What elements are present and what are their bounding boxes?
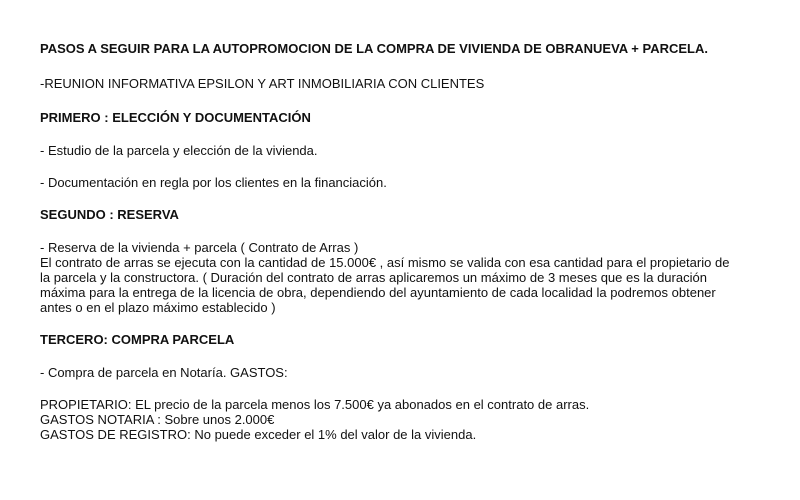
paragraph-line: El contrato de arras se ejecuta con la cantidad de 15.000€ , así mismo se valida con esa cantidad para el propietario de <box>40 255 730 270</box>
paragraph-line: la parcela y la constructora. ( Duración del contrato de arras aplicaremos un máximo de 3 meses que es la duración <box>40 270 707 285</box>
list-item: - Reserva de la vivienda + parcela ( Contrato de Arras ) <box>40 240 359 255</box>
cost-line-registro: GASTOS DE REGISTRO: No puede exceder el 1% del valor de la vivienda. <box>40 427 477 442</box>
list-item: - Compra de parcela en Notaría. GASTOS: <box>40 365 288 380</box>
intro-line: -REUNION INFORMATIVA EPSILON Y ART INMOBILIARIA CON CLIENTES <box>40 76 485 91</box>
section-heading-primero: PRIMERO : ELECCIÓN Y DOCUMENTACIÓN <box>40 110 311 125</box>
list-item: - Estudio de la parcela y elección de la vivienda. <box>40 143 318 158</box>
paragraph-line: antes o en el plazo máximo establecido ) <box>40 300 276 315</box>
section-heading-tercero: TERCERO: COMPRA PARCELA <box>40 332 235 347</box>
document-title: PASOS A SEGUIR PARA LA AUTOPROMOCION DE LA COMPRA DE VIVIENDA DE OBRANUEVA + PARCELA. <box>40 41 708 56</box>
paragraph-line: máxima para la entrega de la licencia de obra, dependiendo del ayuntamiento de cada localidad la podremos obtener <box>40 285 716 300</box>
cost-line-propietario: PROPIETARIO: EL precio de la parcela menos los 7.500€ ya abonados en el contrato de arras. <box>40 397 590 412</box>
list-item: - Documentación en regla por los clientes en la financiación. <box>40 175 387 190</box>
section-heading-segundo: SEGUNDO : RESERVA <box>40 207 179 222</box>
cost-line-notaria: GASTOS NOTARIA : Sobre unos 2.000€ <box>40 412 275 427</box>
